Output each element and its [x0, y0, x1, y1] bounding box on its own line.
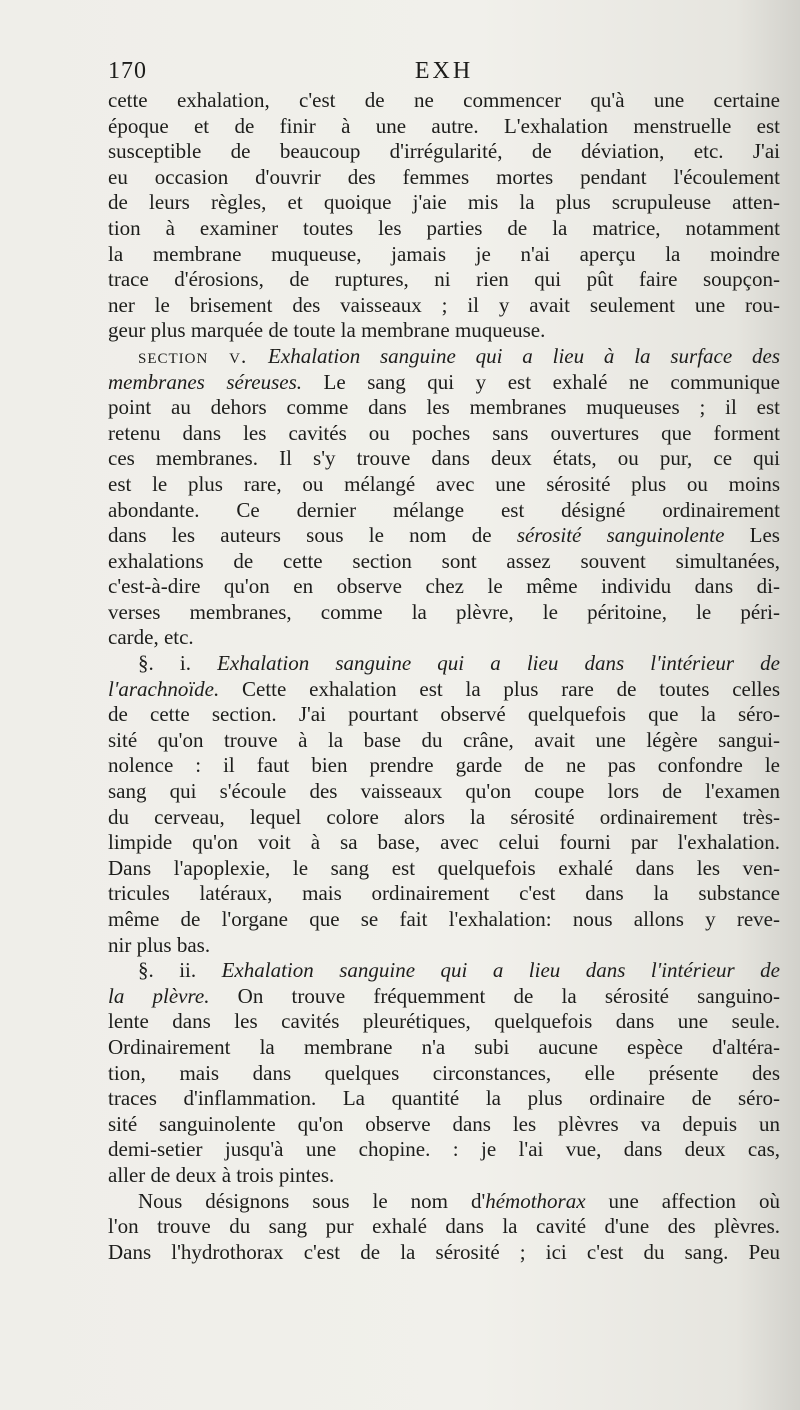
text-line [108, 88, 780, 114]
text-line [108, 190, 780, 216]
text-run: point au dehors comme dans les membranes muqueuses ; il est [108, 395, 780, 420]
text-line [108, 1086, 780, 1112]
text-run: verses membranes, comme la plèvre, le péritoine, le péri- [108, 599, 780, 624]
italic-run: Exhalation sanguine qui a lieu dans l'intérieur de [221, 958, 780, 983]
text-line [108, 856, 780, 882]
text-line [108, 523, 780, 549]
text-run: Cette exhalation est la plus rare de toutes celles [219, 676, 780, 701]
text-run: retenu dans les cavités ou poches sans ouvertures que forment [108, 420, 780, 445]
text-run: Nous désignons sous le nom d' [138, 1188, 486, 1213]
text-run: c'est-à-dire qu'on en observe chez le même individu dans di- [108, 574, 780, 599]
text-run: Le sang qui y est exhalé ne communique [302, 369, 780, 394]
text-line [108, 753, 780, 779]
text-run: tion, mais dans quelques circonstances, elle présente des [108, 1060, 780, 1085]
text-run: sité sanguinolente qu'on observe dans les plèvres va depuis un [108, 1111, 780, 1136]
text-run: susceptible de beaucoup d'irrégularité, de déviation, etc. J'ai [108, 139, 780, 164]
text-run: de leurs règles, et quoique j'aie mis la plus scrupuleuse atten- [108, 190, 780, 215]
text-run: eu occasion d'ouvrir des femmes mortes pendant l'écoulement [108, 164, 780, 189]
text-run: ces membranes. Il s'y trouve dans deux états, ou pur, ce qui [108, 446, 780, 471]
text-line [108, 267, 780, 293]
text-run: sang qui s'écoule des vaisseaux qu'on coupe lors de l'examen [108, 779, 780, 804]
text-line [108, 549, 780, 575]
text-line [108, 702, 780, 728]
italic-run: Exhalation sanguine qui a lieu à la surface des [268, 343, 780, 368]
text-line [108, 318, 780, 344]
text-line [108, 677, 780, 703]
text-line [108, 114, 780, 140]
text-line [108, 421, 780, 447]
text-run: limpide qu'on voit à sa base, avec celui fourni par l'exhalation. [108, 830, 780, 855]
text-line [108, 1009, 780, 1035]
text-line [108, 1214, 780, 1240]
text-line [108, 830, 780, 856]
text-line [108, 574, 780, 600]
text-run: sité qu'on trouve à la base du crâne, avait une légère sangui- [108, 727, 780, 752]
text-line [108, 1035, 780, 1061]
text-line [108, 1061, 780, 1087]
running-head: EXH [414, 58, 474, 84]
text-line [108, 344, 780, 370]
small-caps-run: section v. [138, 343, 269, 368]
text-run: demi-setier jusqu'à une chopine. : je l'ai vue, dans deux cas, [108, 1137, 780, 1162]
text-run: même de l'organe que se fait l'exhalation: nous allons y reve- [108, 907, 780, 931]
text-line [108, 472, 780, 498]
text-run: lente dans les cavités pleurétiques, quelquefois dans une seule. [108, 1009, 780, 1034]
text-run: geur plus marquée de toute la membrane muqueuse. [108, 318, 546, 343]
text-run: §. i. [138, 651, 218, 676]
text-run: dans les auteurs sous le nom de [108, 523, 517, 548]
text-run: est le plus rare, ou mélangé avec une sérosité plus ou moins [108, 471, 780, 496]
text-line [108, 625, 780, 651]
text-line [108, 958, 780, 984]
text-line [108, 1112, 780, 1138]
italic-run: membranes séreuses. [108, 369, 302, 394]
text-run: trace d'érosions, de ruptures, ni rien qui pût faire soupçon- [108, 267, 780, 292]
text-line [108, 1137, 780, 1163]
text-run: §. ii. [138, 958, 222, 983]
text-run: Dans l'hydrothorax c'est de la sérosité ; ici c'est du sang. Peu [108, 1239, 780, 1264]
text-line [108, 216, 780, 242]
italic-run: sérosité sanguinolente [516, 523, 725, 548]
text-run: carde, etc. [108, 625, 194, 650]
text-line [108, 165, 780, 191]
text-line [108, 370, 780, 396]
text-line [108, 881, 780, 907]
text-line [108, 907, 780, 933]
text-run: cette exhalation, c'est de ne commencer qu'à une certaine [108, 88, 780, 112]
text-line [108, 446, 780, 472]
italic-run: Exhalation sanguine qui a lieu dans l'intérieur de [217, 651, 780, 676]
text-run: de cette section. J'ai pourtant observé quelquefois que la séro- [108, 702, 780, 727]
text-run: du cerveau, lequel colore alors la sérosité ordinairement très- [108, 804, 780, 829]
text-run: Les [724, 523, 780, 548]
text-line [108, 651, 780, 677]
text-line [108, 139, 780, 165]
page-header [108, 58, 780, 88]
text-run: tion à examiner toutes les parties de la matrice, notamment [108, 215, 780, 240]
italic-run: l'arachnoïde. [108, 676, 220, 701]
text-line [108, 1189, 780, 1215]
text-line [108, 1163, 780, 1189]
text-run: la membrane muqueuse, jamais je n'ai aperçu la moindre [108, 241, 780, 266]
text-run: Ordinairement la membrane n'a subi aucune espèce d'altéra- [108, 1034, 780, 1059]
text-run: époque et de finir à une autre. L'exhalation menstruelle est [108, 113, 780, 138]
text-run: une affection où [585, 1188, 780, 1213]
text-run: nolence : il faut bien prendre garde de ne pas confondre le [108, 753, 780, 778]
italic-run: hémothorax [485, 1188, 586, 1213]
text-line [108, 600, 780, 626]
text-line [108, 728, 780, 754]
text-run: Dans l'apoplexie, le sang est quelquefois exhalé dans les ven- [108, 855, 780, 880]
text-run: ner le brisement des vaisseaux ; il y avait seulement une rou- [108, 292, 780, 317]
text-line [108, 293, 780, 319]
text-line [108, 984, 780, 1010]
text-line [108, 933, 780, 959]
text-run: traces d'inflammation. La quantité la plus ordinaire de séro- [108, 1086, 780, 1111]
text-run: l'on trouve du sang pur exhalé dans la cavité d'une des plèvres. [108, 1214, 780, 1239]
text-line [108, 395, 780, 421]
text-run: nir plus bas. [108, 932, 211, 957]
text-run: abondante. Ce dernier mélange est désigné ordinairement [108, 497, 780, 522]
text-run: aller de deux à trois pintes. [108, 1162, 335, 1187]
italic-run: la plèvre. [108, 983, 210, 1008]
text-line [108, 242, 780, 268]
text-line [108, 779, 780, 805]
text-run: exhalations de cette section sont assez souvent simultanées, [108, 548, 780, 573]
body-text [108, 88, 780, 1265]
page-number: 170 [108, 58, 147, 84]
text-line [108, 805, 780, 831]
text-run: On trouve fréquemment de la sérosité sanguino- [209, 983, 780, 1008]
text-run: tricules latéraux, mais ordinairement c'est dans la substance [108, 881, 780, 906]
text-line [108, 1240, 780, 1266]
text-line [108, 498, 780, 524]
